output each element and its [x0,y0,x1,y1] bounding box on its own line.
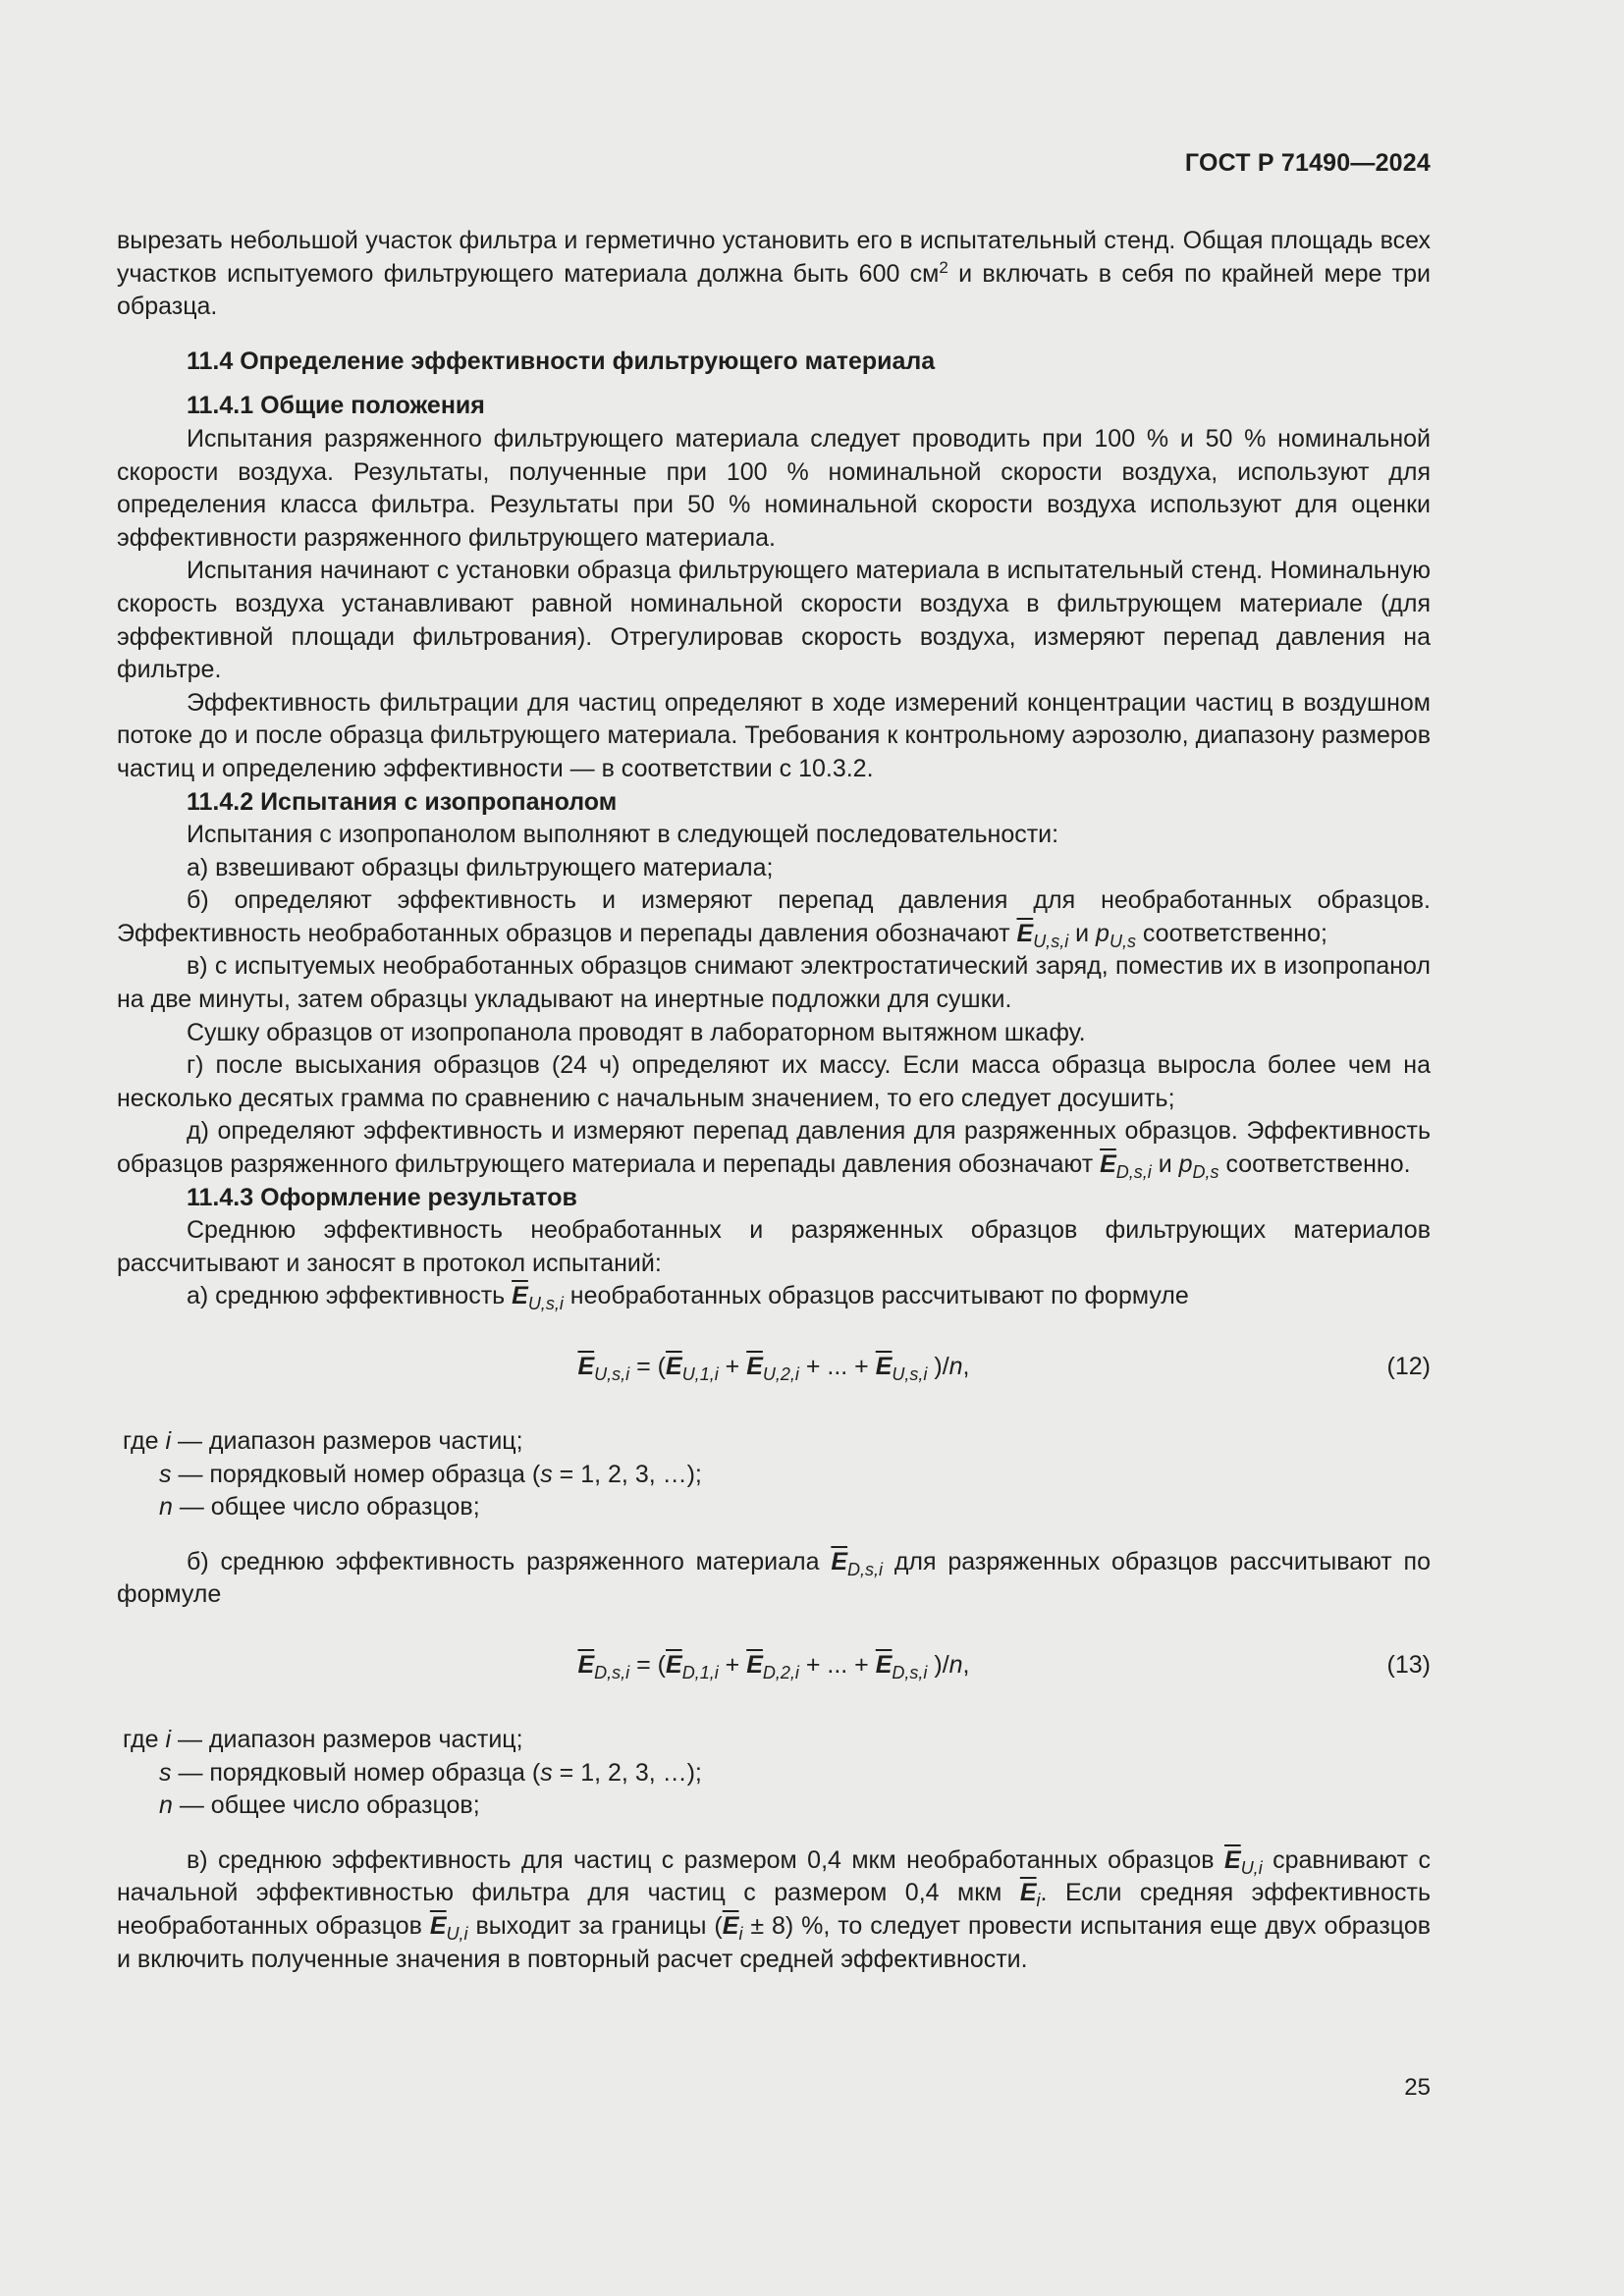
document-code: ГОСТ Р 71490—2024 [1184,149,1431,177]
section-11-4-1-title: 11.4.1 Общие положения [187,392,485,420]
where-item: n — общее число образцов; [159,1791,480,1820]
equation-12 [117,1351,1431,1388]
where-block [117,1425,1431,1524]
equation-number: (13) [1386,1650,1431,1679]
list-item-b: б) среднюю эффективность разряженного материала $\overline{E}_{D,s,i}$ для разряженных образцов рассчитывают по формуле [117,1547,1431,1609]
efficiency-symbol: $\overline{E}$ [429,1911,447,1940]
equation-formula: $\overline{E}_{D,s,i} = (\overline{E}_{D,1,i} + \overline{E}_{D,2,i}$ + ... + $\overline{E}_{D,s,i}$ )/n, [577,1650,970,1682]
where-block [117,1724,1431,1823]
equation-formula: $\overline{E}_{U,s,i} = (\overline{E}_{U,1,i} + \overline{E}_{U,2,i}$ + ... + $\overline{E}_{U,s,i}$ )/n, [577,1353,970,1384]
section-11-4-title: 11.4 Определение эффективности фильтрующего материала [187,347,936,375]
paragraph: Испытания начинают с установки образца фильтрующего материала в испытательный стенд. Номинальную скорость воздуха устанавливают равной номинальной скорости воздуха в фильтрующем материале (для эффективной площади фильтрования). Отрегулировав скорость воздуха, измеряют перепад давления на фильтре. [117,557,1431,684]
where-item: n — общее число образцов; [159,1493,480,1522]
where-item: s — порядковый номер образца (s = 1, 2, 3, …); [159,1758,702,1787]
list-item-v: в) с испытуемых необработанных образцов снимают электростатический заряд, поместив их в изопропанол на две минуты, затем образцы укладывают на инертные подложки для сушки. [117,952,1431,1014]
efficiency-symbol: $\overline{E}$ [722,1911,739,1940]
paragraph: Испытания разряженного фильтрующего материала следует проводить при 100 % и 50 % номинальной скорости воздуха. Результаты, полученные при 100 % номинальной скорости воздуха, используют для определения класса фильтра. Результаты при 50 % номинальной скорости воздуха используют для оценки эффективности разряженного фильтрующего материала. [117,424,1431,552]
list-item-a: а) среднюю эффективность $\overline{E}_{U,s,i}$ необработанных образцов рассчитывают по формуле [187,1282,1189,1314]
efficiency-symbol: $\overline{E}$ [1016,919,1034,947]
page-number: 25 [1404,2074,1431,2101]
paragraph: Испытания с изопропанолом выполняют в следующей последовательности: [187,821,1059,849]
paragraph: Сушку образцов от изопропанола проводят в лабораторном вытяжном шкафу. [187,1018,1086,1046]
pressure-symbol: p [1096,919,1110,947]
where-item: где i — диапазон размеров частиц; [123,1725,523,1753]
section-11-4-3-title: 11.4.3 Оформление результатов [187,1183,577,1211]
efficiency-symbol: $\overline{E}$ [1224,1845,1241,1874]
list-item-a: а) взвешивают образцы фильтрующего материала; [187,853,774,881]
where-item: где i — диапазон размеров частиц; [123,1427,523,1455]
equation-13 [117,1649,1431,1686]
list-item-g: г) после высыхания образцов (24 ч) определяют их массу. Если масса образца выросла более чем на несколько десятых грамма по сравнению с начальным значением, то его следует досушить; [117,1051,1431,1112]
paragraph: Среднюю эффективность необработанных и разряженных образцов фильтрующих материалов рассчитывают и заносят в протокол испытаний: [117,1216,1431,1277]
efficiency-symbol: $\overline{E}$ [1100,1150,1116,1179]
list-item-d: д) определяют эффективность и измеряют перепад давления для разряженных образцов. Эффективность образцов разряженного фильтрующего материала и перепады давления обозначают $\overline{E}_{D,s,i}$ и $p_{D,s}$ соответственно. [117,1117,1431,1183]
intro-paragraph: вырезать небольшой участок фильтра и герметично установить его в испытательный стенд. Общая площадь всех участков испытуемого фильтрующего материала должна быть 600 $см^2$ и включать в себя по крайней мере три образца. [117,227,1431,321]
section-11-4-2-title: 11.4.2 Испытания с изопропанолом [187,787,618,816]
list-item-b: б) определяют эффективность и измеряют перепад давления для необработанных образцов. Эффективность необработанных образцов и перепады давления обозначают $\overline{E}_{U,s,i}$ и $p_{U,s}$ соответственно; [117,886,1431,951]
efficiency-symbol: $\overline{E}$ [512,1282,528,1310]
list-item-v: в) среднюю эффективность для частиц с размером 0,4 мкм необработанных образцов $\overline{E}_{U,i}$ сравнивают с начальной эффективностью фильтра для частиц с размером 0,4 мкм $\overline{E}_i$. Если средняя эффективность необработанных образцов $\overline{E}_{U,i}$ выходит за границы $(\overline{E}_i \pm 8)$ %, то следует провести испытания еще двух образцов и включить полученные значения в повторный расчет средней эффективности. [117,1845,1431,1973]
efficiency-symbol: $\overline{E}$ [831,1547,848,1575]
paragraph: Эффективность фильтрации для частиц определяют в ходе измерений концентрации частиц в воздушном потоке до и после образца фильтрующего материала. Требования к контрольному аэрозолю, диапазону размеров частиц и определению эффективности — в соответствии с 10.3.2. [117,688,1431,782]
equation-number: (12) [1386,1353,1431,1380]
where-item: s — порядковый номер образца (s = 1, 2, 3, …); [159,1460,702,1488]
pressure-symbol: p [1178,1150,1193,1179]
page-content [117,225,1431,1976]
efficiency-symbol: $\overline{E}$ [1019,1879,1037,1907]
